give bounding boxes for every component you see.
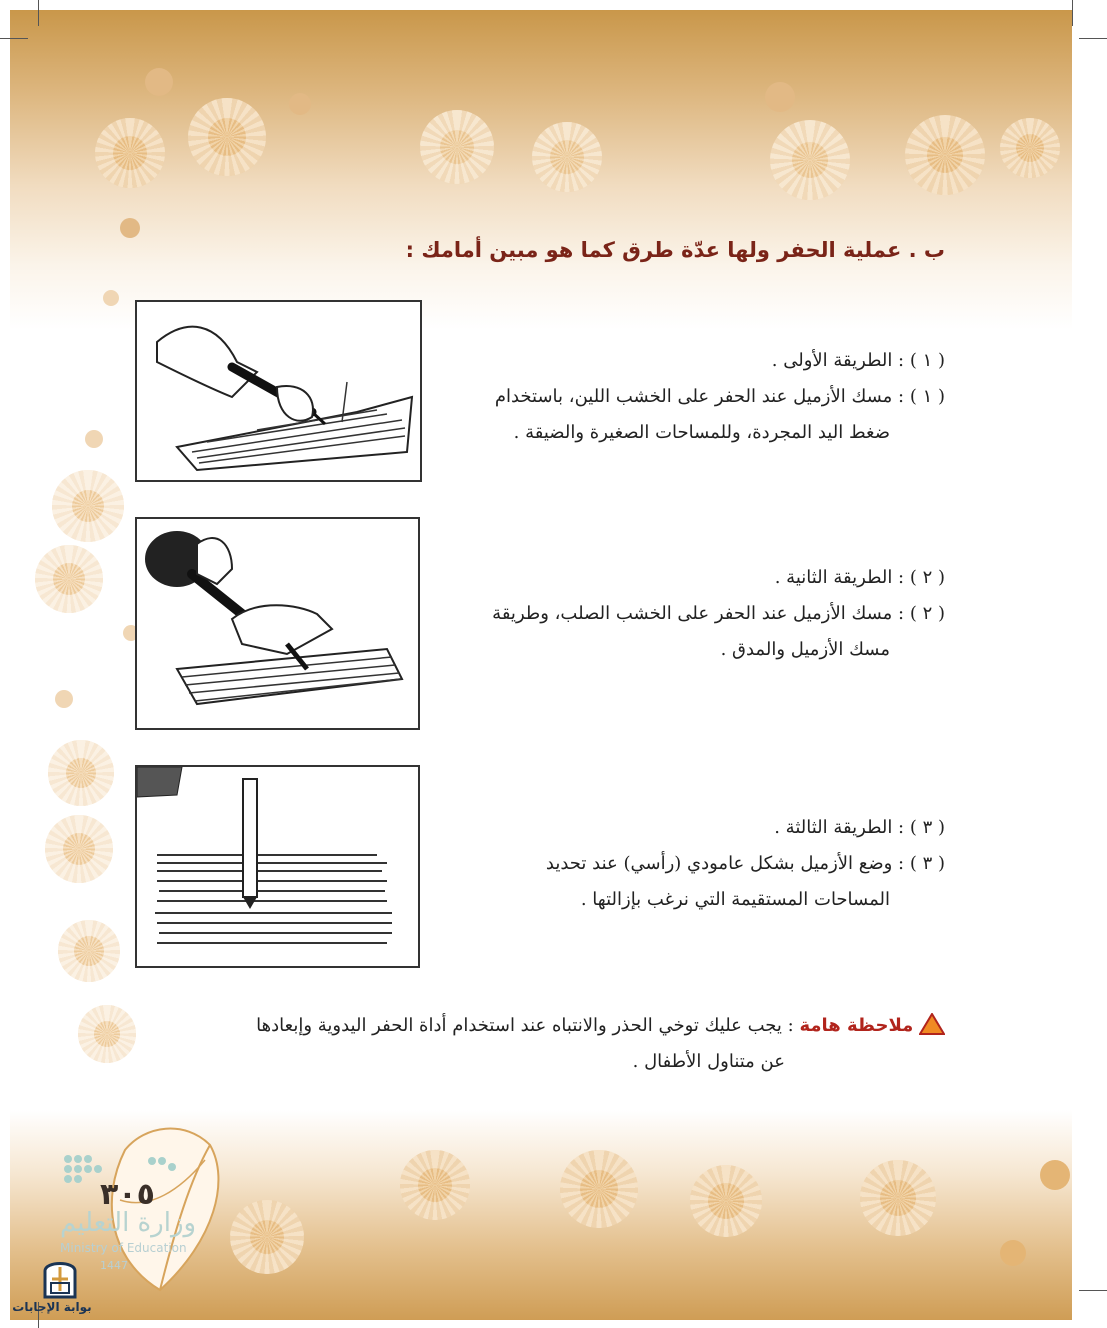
figure-method-2 <box>135 517 420 730</box>
flower-ornament-icon <box>45 815 113 883</box>
method-3-description-cont: المساحات المستقيمة التي نرغب بإزالتها . <box>580 889 890 910</box>
flower-ornament-icon <box>532 122 602 192</box>
flower-ornament-icon <box>52 470 124 542</box>
dot-ornament <box>1000 1240 1026 1266</box>
dot-ornament <box>289 93 311 115</box>
crop-mark <box>1072 0 1073 26</box>
section-heading: ب . عملية الحفر ولها عدّة طرق كما هو مبين أمامك : <box>405 238 945 262</box>
method-1-description-cont: ضغط اليد المجردة، وللمساحات الصغيرة والضيقة . <box>513 422 890 443</box>
figure-method-3 <box>135 765 420 968</box>
flower-ornament-icon <box>860 1160 936 1236</box>
ministry-year: 1447 <box>100 1259 128 1272</box>
crop-mark <box>1079 38 1107 39</box>
dot-ornament <box>1040 1160 1070 1190</box>
dot-ornament <box>145 68 173 96</box>
warning-triangle-icon <box>919 1013 945 1035</box>
crop-mark <box>38 0 39 26</box>
dot-ornament <box>120 218 140 238</box>
method-2-description-cont: مسك الأزميل والمدق . <box>720 639 890 660</box>
ministry-name-english: Ministry of Education <box>60 1241 187 1255</box>
flower-ornament-icon <box>560 1150 638 1228</box>
mallet-chisel-illustration <box>137 519 418 728</box>
method-3-description: ( ٣ ) : وضع الأزميل بشكل عامودي (رأسي) عند تحديد <box>545 853 945 874</box>
note-label: ملاحظة هامة <box>799 1015 914 1036</box>
flower-ornament-icon <box>1000 118 1060 178</box>
flower-ornament-icon <box>420 110 494 184</box>
vertical-chisel-illustration <box>137 767 418 966</box>
ministry-name-arabic: وزارة التعليم <box>60 1208 197 1238</box>
flower-ornament-icon <box>905 115 985 195</box>
flower-ornament-icon <box>58 920 120 982</box>
method-3-title: ( ٣ ) : الطريقة الثالثة . <box>774 817 945 838</box>
method-2-text <box>425 560 945 668</box>
portal-logo-icon <box>40 1255 80 1299</box>
crop-mark <box>1079 1290 1107 1291</box>
flower-ornament-icon <box>400 1150 470 1220</box>
flower-ornament-icon <box>48 740 114 806</box>
portal-label: بوابة الإجابات <box>12 1300 92 1314</box>
flower-ornament-icon <box>690 1165 762 1237</box>
method-1-description: ( ١ ) : مسك الأزميل عند الحفر على الخشب اللين، باستخدام <box>494 386 945 407</box>
method-1-text <box>425 343 945 451</box>
method-1-title: ( ١ ) : الطريقة الأولى . <box>771 350 945 371</box>
method-3-text <box>425 810 945 918</box>
flower-ornament-icon <box>230 1200 304 1274</box>
flower-ornament-icon <box>188 98 266 176</box>
important-note <box>125 1008 945 1080</box>
note-text-cont: عن متناول الأطفال . <box>632 1051 785 1072</box>
flower-ornament-icon <box>95 118 165 188</box>
hand-chisel-illustration <box>137 302 420 480</box>
method-2-description: ( ٢ ) : مسك الأزميل عند الحفر على الخشب الصلب، وطريقة <box>492 603 945 624</box>
dot-ornament <box>55 690 73 708</box>
dot-ornament <box>85 430 103 448</box>
flower-ornament-icon <box>770 120 850 200</box>
figure-method-1 <box>135 300 422 482</box>
method-2-title: ( ٢ ) : الطريقة الثانية . <box>774 567 945 588</box>
flower-ornament-icon <box>35 545 103 613</box>
crop-mark <box>0 38 28 39</box>
dot-ornament <box>765 82 795 112</box>
dot-ornament <box>103 290 119 306</box>
page-number: ٣٠٥ <box>100 1177 155 1212</box>
note-text: : يجب عليك توخي الحذر والانتباه عند استخدام أداة الحفر اليدوية وإبعادها <box>256 1015 794 1036</box>
